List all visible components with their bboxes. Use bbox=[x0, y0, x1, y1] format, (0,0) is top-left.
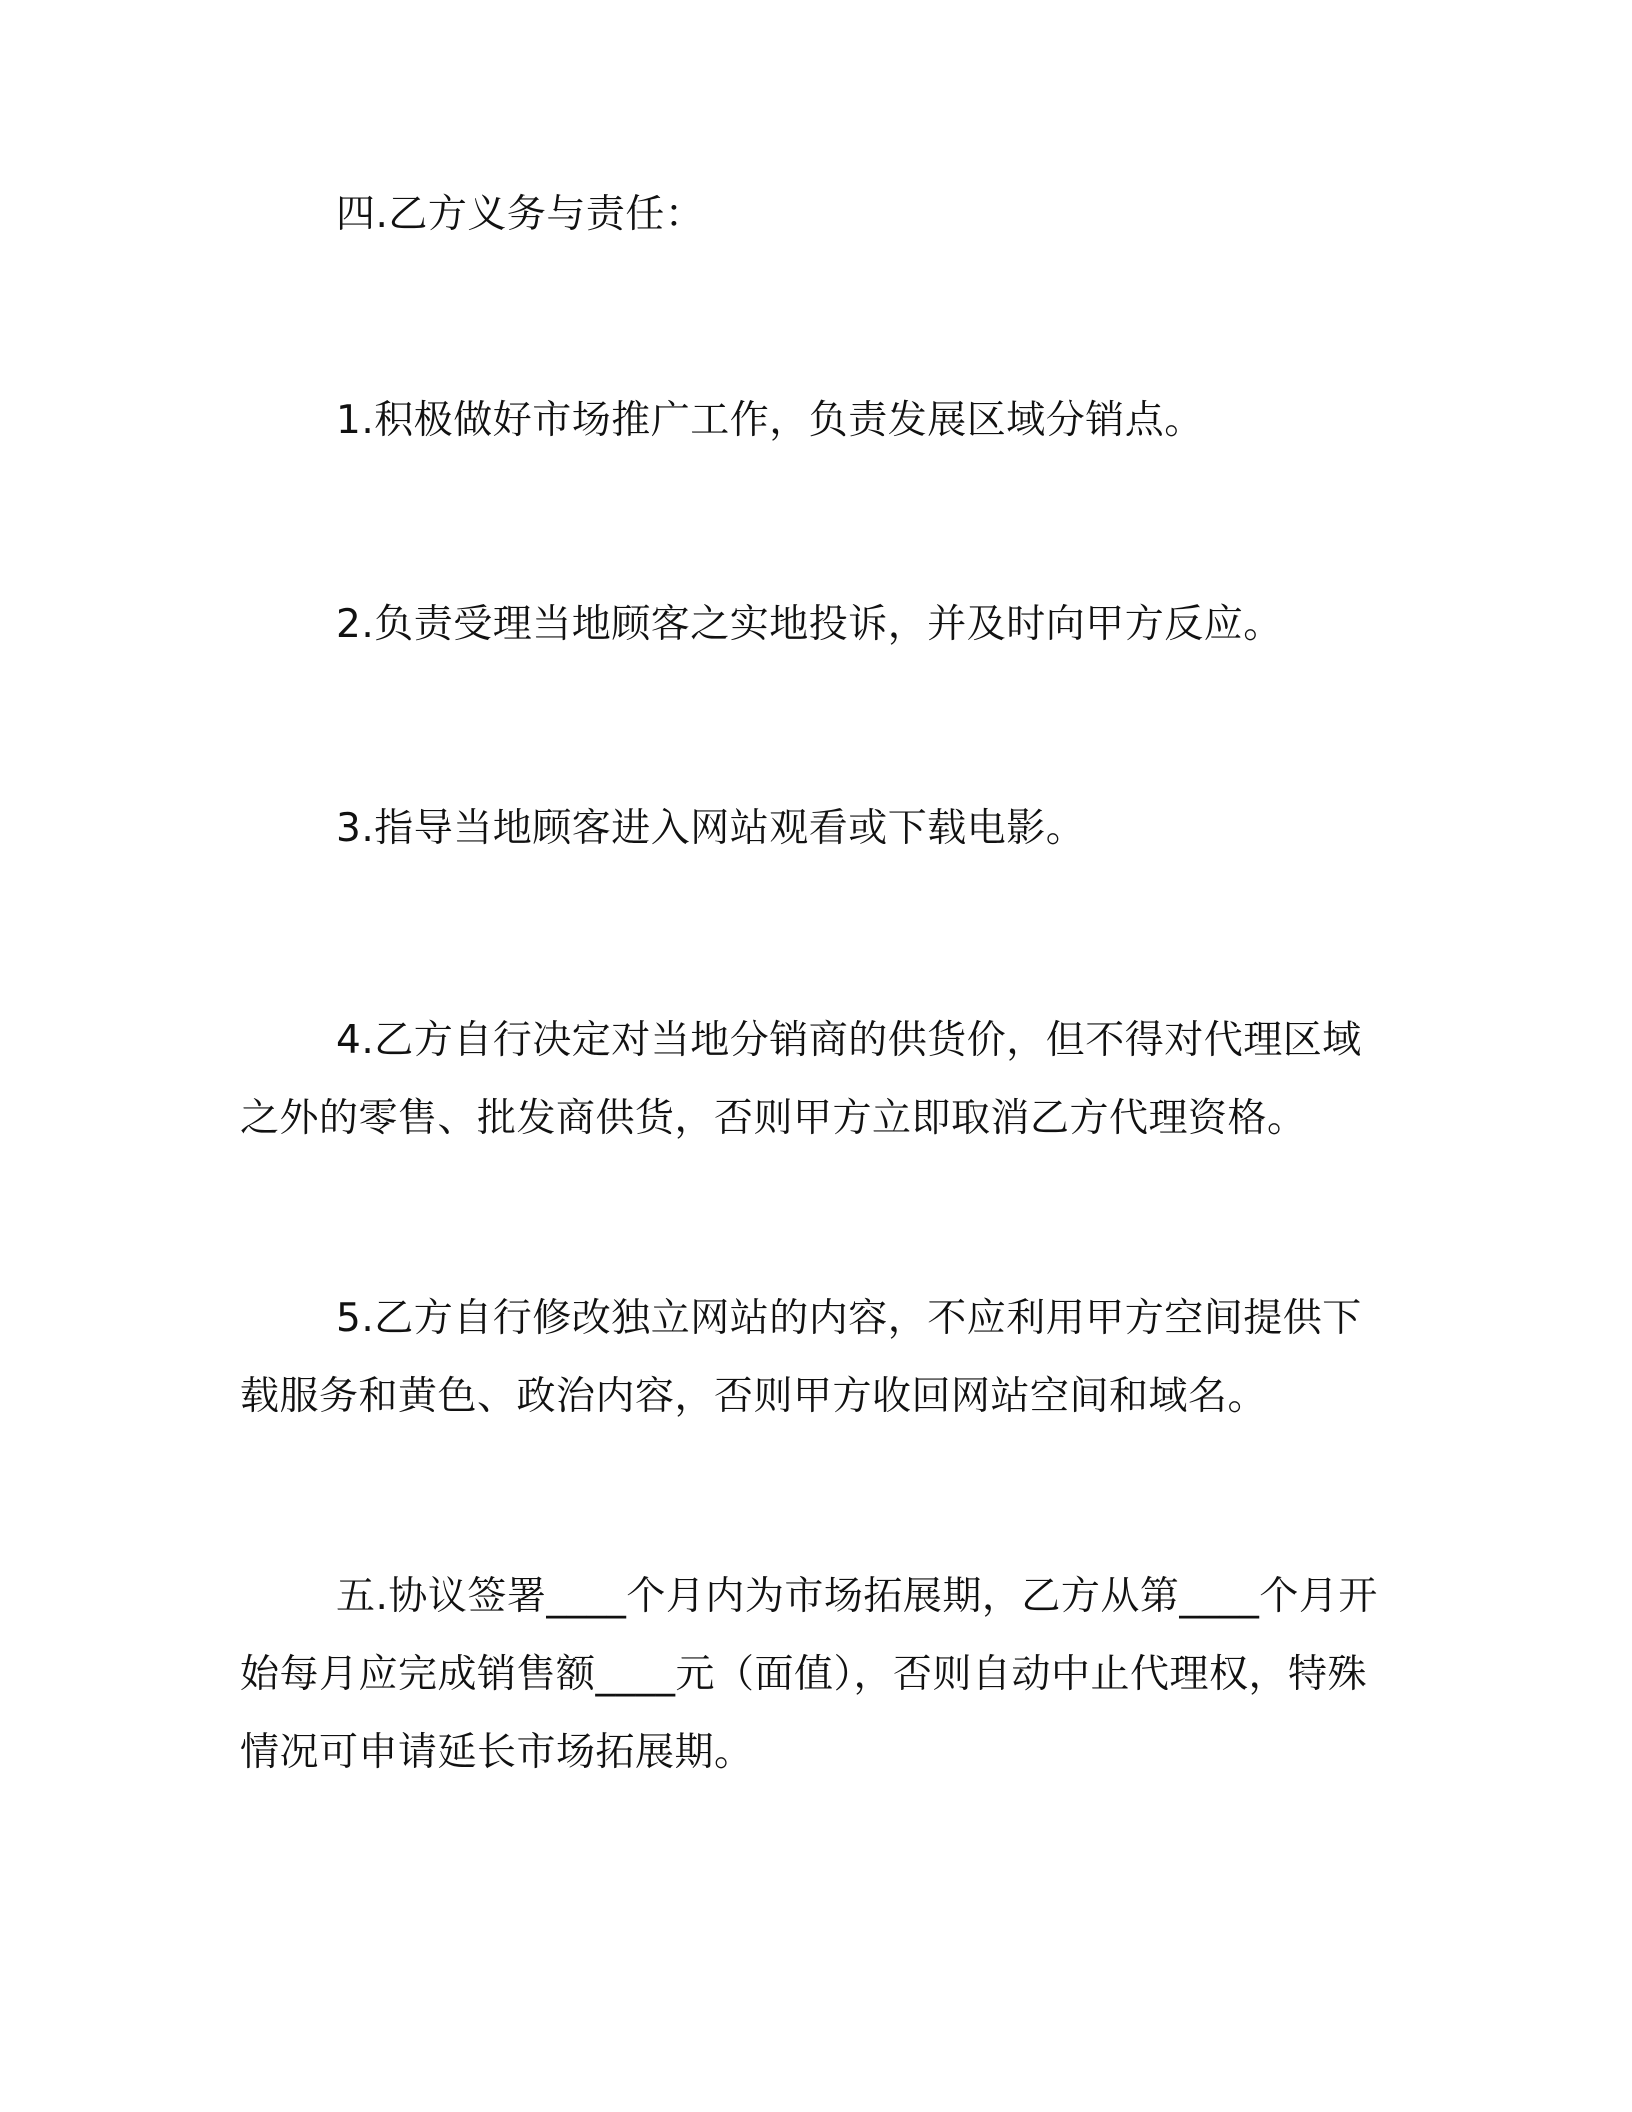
section-5-agreement-term: 五.协议签署____个月内为市场拓展期，乙方从第____个月开始每月应完成销售额____元（面值），否则自动中止代理权，特殊情况可申请延长市场拓展期。 bbox=[240, 1574, 1378, 1775]
clause-4-supply-price: 4.乙方自行决定对当地分销商的供货价，但不得对代理区域之外的零售、批发商供货，否则甲方立即取消乙方代理资格。 bbox=[240, 1018, 1362, 1141]
clause-5-website-content: 5.乙方自行修改独立网站的内容，不应利用甲方空间提供下载服务和黄色、政治内容，否则甲方收回网站空间和域名。 bbox=[240, 1296, 1362, 1419]
section-heading-party-b-obligations: 四.乙方义务与责任： bbox=[336, 192, 705, 237]
clause-2-complaints: 2.负责受理当地顾客之实地投诉，并及时向甲方反应。 bbox=[336, 602, 1283, 647]
clause-3-customer-guidance: 3.指导当地顾客进入网站观看或下载电影。 bbox=[336, 806, 1086, 851]
clause-1-market-promotion: 1.积极做好市场推广工作，负责发展区域分销点。 bbox=[336, 398, 1204, 443]
